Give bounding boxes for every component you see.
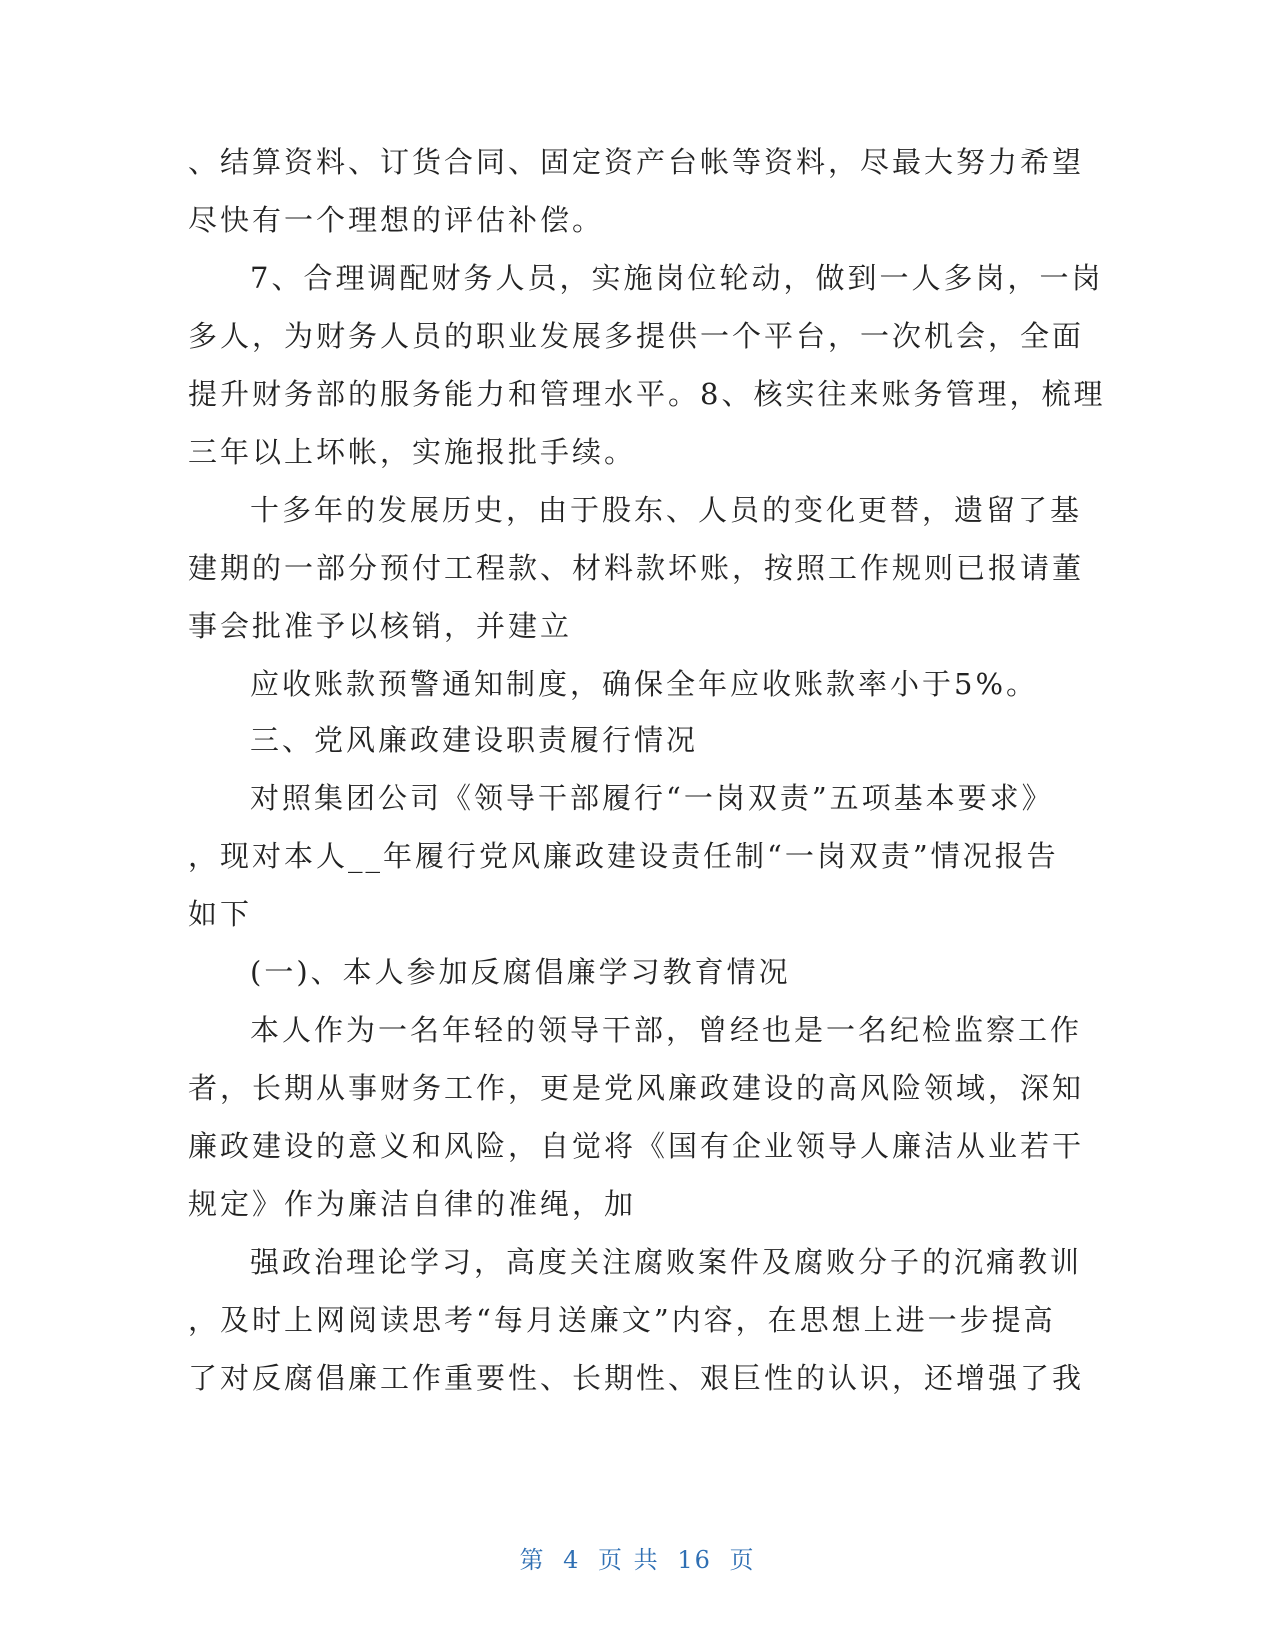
body-line-9: 事会批准予以核销，并建立 <box>188 609 573 643</box>
body-line-1: 、结算资料、订货合同、固定资产台帐等资料，尽最大努力希望 <box>188 145 1085 179</box>
footer-suffix: 页 <box>729 1546 756 1574</box>
body-line-17: 者，长期从事财务工作，更是党风廉政建设的高风险领域，深知 <box>188 1071 1085 1105</box>
body-line-19: 规定》作为廉洁自律的准绳，加 <box>188 1187 637 1221</box>
footer-prefix: 第 <box>519 1546 546 1574</box>
body-line-22: 了对反腐倡廉工作重要性、长期性、艰巨性的认识，还增强了我 <box>188 1361 1085 1395</box>
body-line-20: 强政治理论学习，高度关注腐败案件及腐败分子的沉痛教训 <box>250 1245 1083 1279</box>
section-heading: 三、党风廉政建设职责履行情况 <box>250 723 699 757</box>
footer-mid: 页 共 <box>598 1546 660 1574</box>
body-line-2: 尽快有一个理想的评估补偿。 <box>188 203 605 237</box>
body-line-6: 三年以上坏帐，实施报批手续。 <box>188 435 637 469</box>
body-line-21: ，及时上网阅读思考“每月送廉文”内容，在思想上进一步提高 <box>188 1303 1056 1337</box>
body-line-5: 提升财务部的服务能力和管理水平。8、核实往来账务管理，梳理 <box>188 377 1106 411</box>
page-number-footer <box>0 1540 1275 1575</box>
body-line-7: 十多年的发展历史，由于股东、人员的变化更替，遗留了基 <box>250 493 1083 527</box>
body-line-14: 如下 <box>188 897 253 931</box>
subsection-heading: (一)、本人参加反腐倡廉学习教育情况 <box>250 955 791 989</box>
total-page-count: 16 <box>677 1546 712 1574</box>
body-line-3: 7、合理调配财务人员，实施岗位轮动，做到一人多岗，一岗 <box>250 261 1104 295</box>
body-line-18: 廉政建设的意义和风险，自觉将《国有企业领导人廉洁从业若干 <box>188 1129 1085 1163</box>
body-line-4: 多人，为财务人员的职业发展多提供一个平台，一次机会，全面 <box>188 319 1085 353</box>
current-page-number: 4 <box>563 1546 581 1574</box>
body-line-13: ，现对本人__年履行党风廉政建设责任制“一岗双责”情况报告 <box>188 839 1059 873</box>
body-line-16: 本人作为一名年轻的领导干部，曾经也是一名纪检监察工作 <box>250 1013 1083 1047</box>
body-line-12: 对照集团公司《领导干部履行“一岗双责”五项基本要求》 <box>250 781 1054 815</box>
body-line-10: 应收账款预警通知制度，确保全年应收账款率小于5%。 <box>250 667 1039 701</box>
body-line-8: 建期的一部分预付工程款、材料款坏账，按照工作规则已报请董 <box>188 551 1085 585</box>
